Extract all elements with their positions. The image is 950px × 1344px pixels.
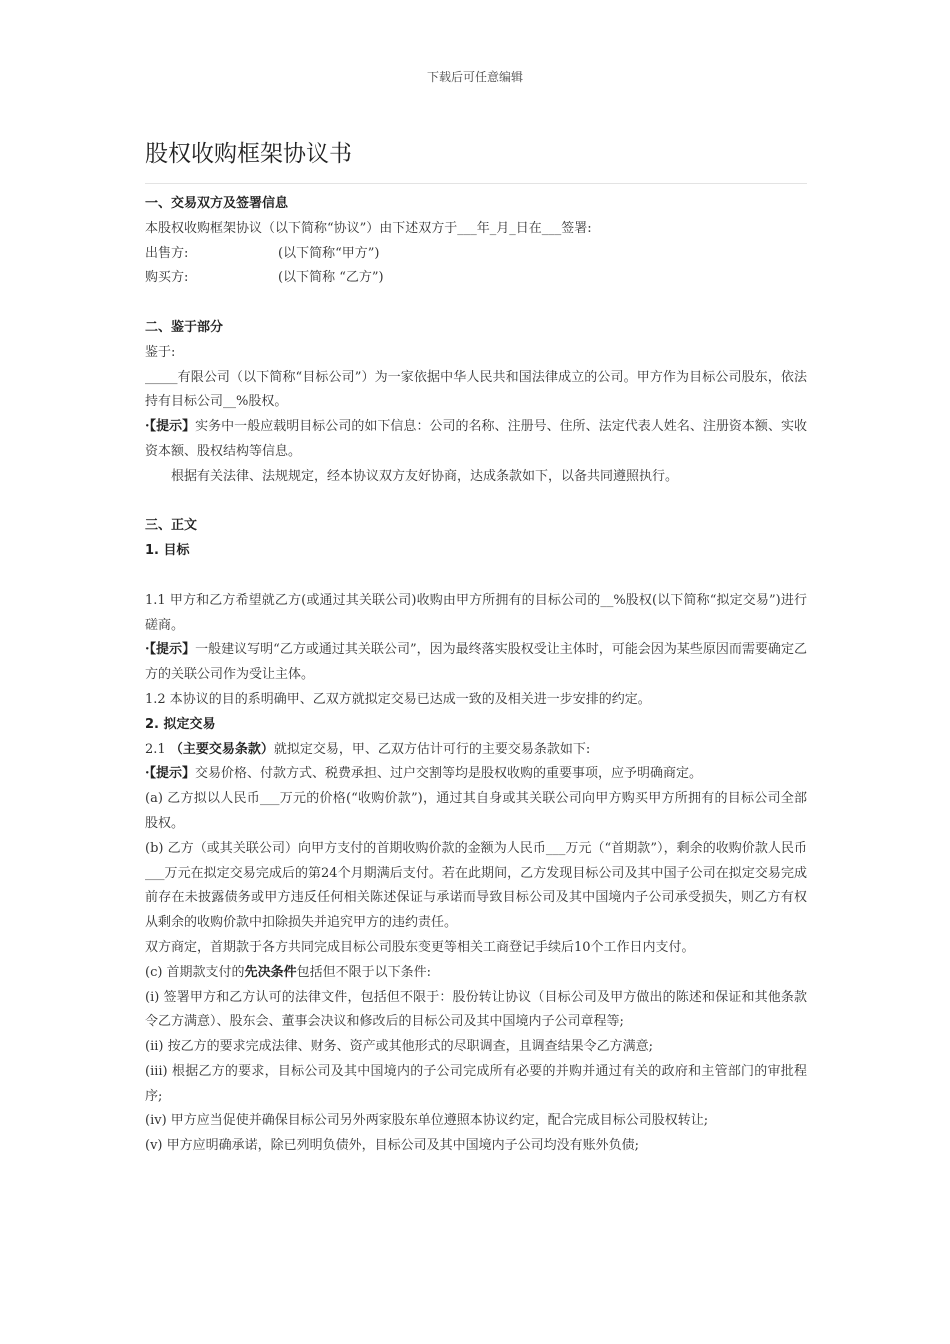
clause-c: [145, 961, 807, 986]
clause-number: 2.1: [145, 741, 170, 757]
section-heading-whereas: 二、鉴于部分: [145, 319, 224, 335]
buyer-line: [145, 266, 807, 291]
parties-intro: 本股权收购框架协议（以下简称“协议”）由下述双方于___年_月_日在___签署:: [145, 220, 592, 236]
clause-heading-objective: 1. 目标: [145, 543, 190, 559]
condition-ii: (ii) 按乙方的要求完成法律、财务、资产或其他形式的尽职调查，且调查结果令乙方满意;: [145, 1039, 653, 1055]
whereas-label: 鉴于:: [145, 344, 176, 360]
clause-a: (a) 乙方拟以人民币___万元的价格(“收购价款”)，通过其自身或其关联公司向甲方购买甲方所拥有的目标公司全部股权。: [145, 791, 807, 831]
tip-paragraph-3: [145, 762, 807, 787]
section-heading-parties: 一、交易双方及签署信息: [145, 196, 289, 211]
tip-paragraph-2: [145, 638, 807, 688]
buyer-note: (以下简称 “乙方”): [278, 270, 384, 286]
tip-text: 一般建议写明“乙方或通过其关联公司”，因为最终落实股权受让主体时，可能会因为某些原因而需要确定乙方的关联公司作为受让主体。: [145, 642, 807, 683]
clause-title: （主要交易条款）: [169, 741, 274, 757]
condition-v: (v) 甲方应明确承诺，除已列明负债外，目标公司及其中国境内子公司均没有账外负债;: [145, 1138, 640, 1154]
clause-2-1: [145, 738, 807, 763]
title-divider: [145, 183, 807, 184]
clause-text: 包括但不限于以下条件:: [296, 964, 431, 980]
clause-b: (b) 乙方（或其关联公司）向甲方支付的首期收购价款的金额为人民币___万元（“首期款”），剩余的收购价款人民币___万元在拟定交易完成后的第24个月期满后支付。若在此期间，乙方发现目标公司及其中国子公司在拟定交易完成前存在未披露债务或甲方违反任何相关陈述保证与承诺而导致目标公司及其中国境内子公司承受损失，则乙方有权从剩余的收购价款中扣除损失并追究甲方的违约责任。: [145, 840, 807, 931]
page-header: 下载后可任意编辑: [426, 70, 523, 84]
seller-note: (以下简称“甲方”): [278, 245, 380, 261]
condition-iii: (iii) 根据乙方的要求，目标公司及其中国境内的子公司完成所有必要的并购并通过有关的政府和主管部门的审批程序;: [145, 1063, 807, 1104]
seller-label: 出售方:: [145, 245, 189, 261]
document-body: [145, 192, 807, 1159]
clause-emphasis: 先决条件: [244, 964, 297, 980]
tip-label: ·【提示】: [145, 766, 196, 782]
tip-text: 实务中一般应载明目标公司的如下信息：公司的名称、注册号、住所、法定代表人姓名、注册资本额、实收资本额、股权结构等信息。: [145, 419, 807, 459]
clause-text: 就拟定交易，甲、乙双方估计可行的主要交易条款如下:: [273, 741, 591, 757]
buyer-label: 购买方:: [145, 270, 189, 286]
seller-line: [145, 242, 807, 267]
whereas-paragraph: _____有限公司（以下简称“目标公司”）为一家依据中华人民共和国法律成立的公司。甲方作为目标公司股东，依法持有目标公司__%股权。: [145, 369, 807, 410]
clause-b-payment: 双方商定，首期款于各方共同完成目标公司股东变更等相关工商登记手续后10个工作日内支付。: [145, 939, 695, 955]
clause-heading-transaction: 2. 拟定交易: [145, 716, 216, 732]
condition-i: (i) 签署甲方和乙方认可的法律文件，包括但不限于：股份转让协议（目标公司及甲方做出的陈述和保证和其他条款令乙方满意）、股东会、董事会决议和修改后的目标公司及其中国境内子公司章程等;: [145, 989, 807, 1030]
tip-label: ·【提示】: [145, 642, 196, 658]
condition-iv: (iv) 甲方应当促使并确保目标公司另外两家股东单位遵照本协议约定，配合完成目标公司股权转让;: [145, 1113, 709, 1129]
agreement-paragraph: 根据有关法律、法规规定，经本协议双方友好协商，达成条款如下，以备共同遵照执行。: [171, 468, 679, 484]
clause-1-2: 1.2 本协议的目的系明确甲、乙双方就拟定交易已达成一致的及相关进一步安排的约定。: [145, 691, 651, 707]
tip-label: ·【提示】: [145, 419, 196, 435]
section-heading-body: 三、正文: [145, 518, 198, 534]
tip-text: 交易价格、付款方式、税费承担、过户交割等均是股权收购的重要事项，应予明确商定。: [195, 766, 703, 782]
tip-paragraph-1: [145, 415, 807, 465]
clause-text: (c) 首期款支付的: [145, 964, 245, 980]
clause-1-1: 1.1 甲方和乙方希望就乙方(或通过其关联公司)收购由甲方所拥有的目标公司的__%股权(以下简称“拟定交易”)进行磋商。: [145, 592, 807, 633]
document-title: 股权收购框架协议书: [145, 141, 352, 167]
